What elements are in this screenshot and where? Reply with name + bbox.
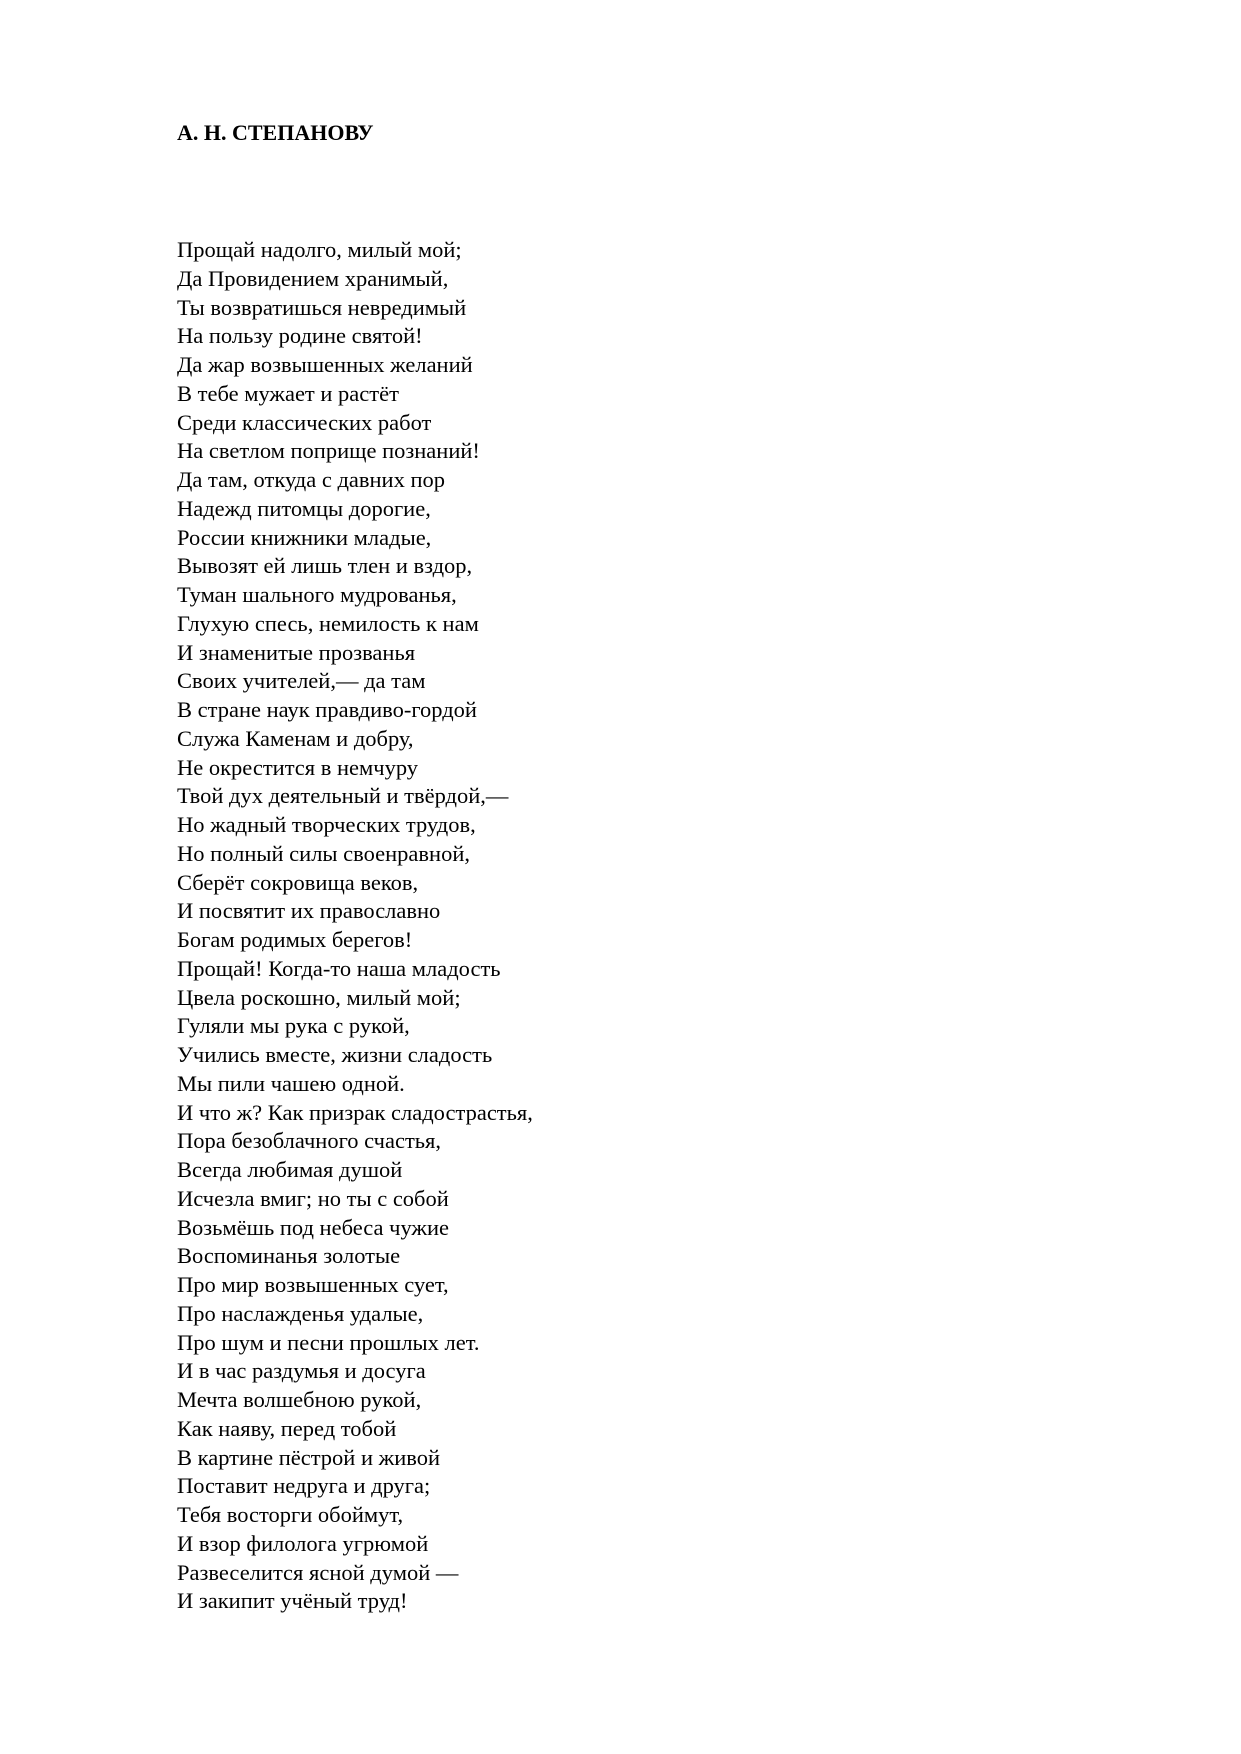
poem-line: И что ж? Как призрак сладострастья, [177, 1099, 533, 1125]
poem-line: Поставит недруга и друга; [177, 1473, 431, 1499]
poem-line: Про наслажденья удалые, [177, 1300, 424, 1326]
poem-line: Прощай! Когда-то наша младость [177, 955, 501, 981]
poem-line: Возьмёшь под небеса чужие [177, 1214, 449, 1240]
poem-line: Пора безоблачного счастья, [177, 1128, 442, 1154]
poem-line: И взор филолога угрюмой [177, 1530, 429, 1556]
poem-line: Всегда любимая душой [177, 1157, 403, 1182]
poem-line: И знаменитые прозванья [177, 639, 416, 665]
poem-line: Исчезла вмиг; но ты с собой [177, 1185, 449, 1211]
poem-line: Да там, откуда с давних пор [177, 467, 446, 492]
poem-line: Надежд питомцы дорогие, [177, 495, 431, 521]
poem-line: Глухую спесь, немилость к нам [177, 610, 479, 636]
poem-line: Твой дух деятельный и твёрдой,— [177, 783, 509, 809]
poem-line: Про мир возвышенных сует, [177, 1272, 449, 1297]
poem-line: И посвятит их православно [177, 898, 441, 924]
poem-line: Сберёт сокровища веков, [177, 869, 419, 895]
poem-line: И закипит учёный труд! [177, 1588, 408, 1614]
poem-line: Мечта волшебною рукой, [177, 1387, 422, 1412]
poem-line: Про шум и песни прошлых лет. [177, 1329, 480, 1355]
poem-line: Служа Каменам и добру, [177, 725, 414, 751]
poem-line: В стране наук правдиво-гордой [177, 697, 477, 722]
poem-line: И в час раздумья и досуга [177, 1358, 426, 1384]
poem-line: Развеселится ясной думой — [177, 1559, 459, 1585]
poem-line: Учились вместе, жизни сладость [177, 1042, 493, 1067]
poem-title: А. Н. СТЕПАНОВУ [177, 120, 374, 145]
poem-line: Прощай надолго, милый мой; [177, 237, 462, 262]
poem-line: Да Провидением хранимый, [177, 265, 449, 291]
poem-line: Но жадный творческих трудов, [177, 812, 476, 837]
poem-line: России книжники младые, [177, 524, 432, 550]
poem-line: Цвела роскошно, милый мой; [177, 984, 461, 1010]
poem-line: Тебя восторги обоймут, [177, 1502, 404, 1527]
poem-line: Вывозят ей лишь тлен и вздор, [177, 553, 473, 579]
poem-line: Не окрестится в немчуру [177, 754, 419, 780]
poem-line: На светлом поприще познаний! [177, 438, 480, 464]
poem-line: На пользу родине святой! [177, 323, 423, 349]
poem-line: Мы пили чашею одной. [177, 1070, 405, 1096]
poem-line: В тебе мужает и растёт [177, 380, 399, 406]
poem-line: Среди классических работ [177, 409, 432, 435]
poem-line: Но полный силы своенравной, [177, 840, 470, 866]
poem-line: Воспоминанья золотые [177, 1243, 401, 1269]
poem-line: Гуляли мы рука с рукой, [177, 1013, 410, 1039]
poem-line: Да жар возвышенных желаний [177, 352, 473, 377]
poem-line: Как наяву, перед тобой [177, 1415, 397, 1441]
poem-line: Своих учителей,— да там [177, 668, 426, 694]
poem-body [177, 236, 533, 1616]
poem-line: Туман шального мудрованья, [177, 582, 457, 607]
poem-line: В картине пёстрой и живой [177, 1444, 440, 1470]
poem-line: Ты возвратишься невредимый [177, 294, 467, 320]
poem-line: Богам родимых берегов! [177, 927, 413, 952]
